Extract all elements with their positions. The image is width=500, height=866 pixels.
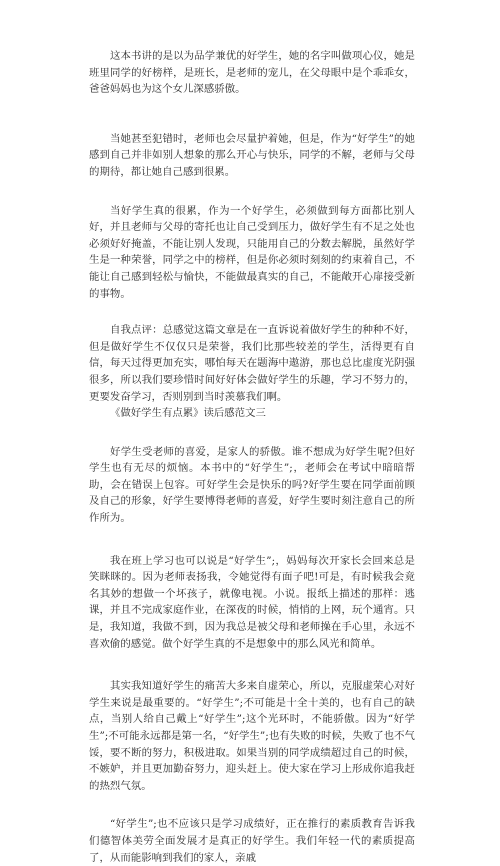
paragraph-4: 自我点评：总感觉这篇文章是在一直诉说着做好学生的种种不好，但是做好学生不仅仅只是荣誉，我们比那些较差的学生，活得更有自信，每天过得更加充实，哪怕每天在题海中遨游，那也总比虚度光阴强很多，所以我们要珍惜时间好好体会做好学生的乐趣，学习不努力的，更要发奋学习，否则别到当时羡慕我们啊。	[89, 324, 415, 403]
paragraph-8: “好学生”;也不应该只是学习成绩好，正在推行的素质教育告诉我们德智体美劳全面发展才是真正的好学生。我们年轻一代的素质提高了，从而能影响到我们的家人，亲戚	[89, 818, 415, 864]
document-body	[89, 48, 415, 866]
paragraph-3: 当好学生真的很累，作为一个好学生，必须做到每方面都比别人好，并且老师与父母的寄托也让自己受到压力，做好学生有不足之处也必须好好掩盖，不能让别人发现，只能用自己的分数去解脱，虽然好学生是一种荣誉，同学之中的榜样，但是你必须时刻刻的约束着自己，不能让自己感到轻松与愉快，不能做最真实的自己，不能敞开心扉接受新的事物。	[89, 204, 415, 300]
paragraph-1: 这本书讲的是以为品学兼优的好学生，她的名字叫做项心仪，她是班里同学的好榜样，是班长，是老师的宠儿，在父母眼中是个乖乖女，爸爸妈妈也为这个女儿深感骄傲。	[89, 50, 415, 96]
section-heading: 《做好学生有点累》读后感范文三	[110, 407, 266, 420]
paragraph-6: 我在班上学习也可以说是“好学生”;，妈妈每次开家长会回来总是笑眯眯的。因为老师表扬我，令她觉得有面子吧!可是，有时候我会竟名其妙的想做一个坏孩子，就像电视。小说。报纸上描述的那样：逃课，并且不完成家庭作业，在深夜的时候，悄悄的上网，玩个通宵。只是，我知道，我做不到，因为我总是被父母和老师操在手心里，永远不喜欢偷的感觉。做个好学生真的不是想象中的那么风光和简单。	[89, 554, 415, 650]
paragraph-7: 其实我知道好学生的痛苦大多来自虚荣心，所以，克服虚荣心对好学生来说是最重要的。“好学生”;不可能是十全十美的，也有自己的缺点，当别人给自己戴上“好学生”;这个光环时，不能骄傲。因为“好学生”;不可能永远都是第一名，“好学生”;也有失败的时候，失败了也不气馁，要不断的努力，积极进取。如果当别的同学成绩超过自己的时候，不嫉妒，并且更加勤奋努力，迎头赶上。使大家在学习上形成你追我赶的热烈气氛。	[89, 680, 415, 792]
paragraph-2: 当她甚至犯错时，老师也会尽量护着她，但是，作为“好学生”的她感到自己并非如别人想象的那么开心与快乐，同学的不解，老师与父母的期待，都让她自己感到很累。	[89, 132, 415, 178]
paragraph-5: 好学生受老师的喜爱，是家人的骄傲。谁不想成为好学生呢?但好学生也有无尽的烦恼。本书中的“好学生”;，老师会在考试中暗暗帮助，会在错误上包容。可好学生会是快乐的吗?好学生要在同学面前顾及自己的形象，好学生要博得老师的喜爱，好学生要时刻注意自己的所作所为。	[89, 445, 415, 525]
